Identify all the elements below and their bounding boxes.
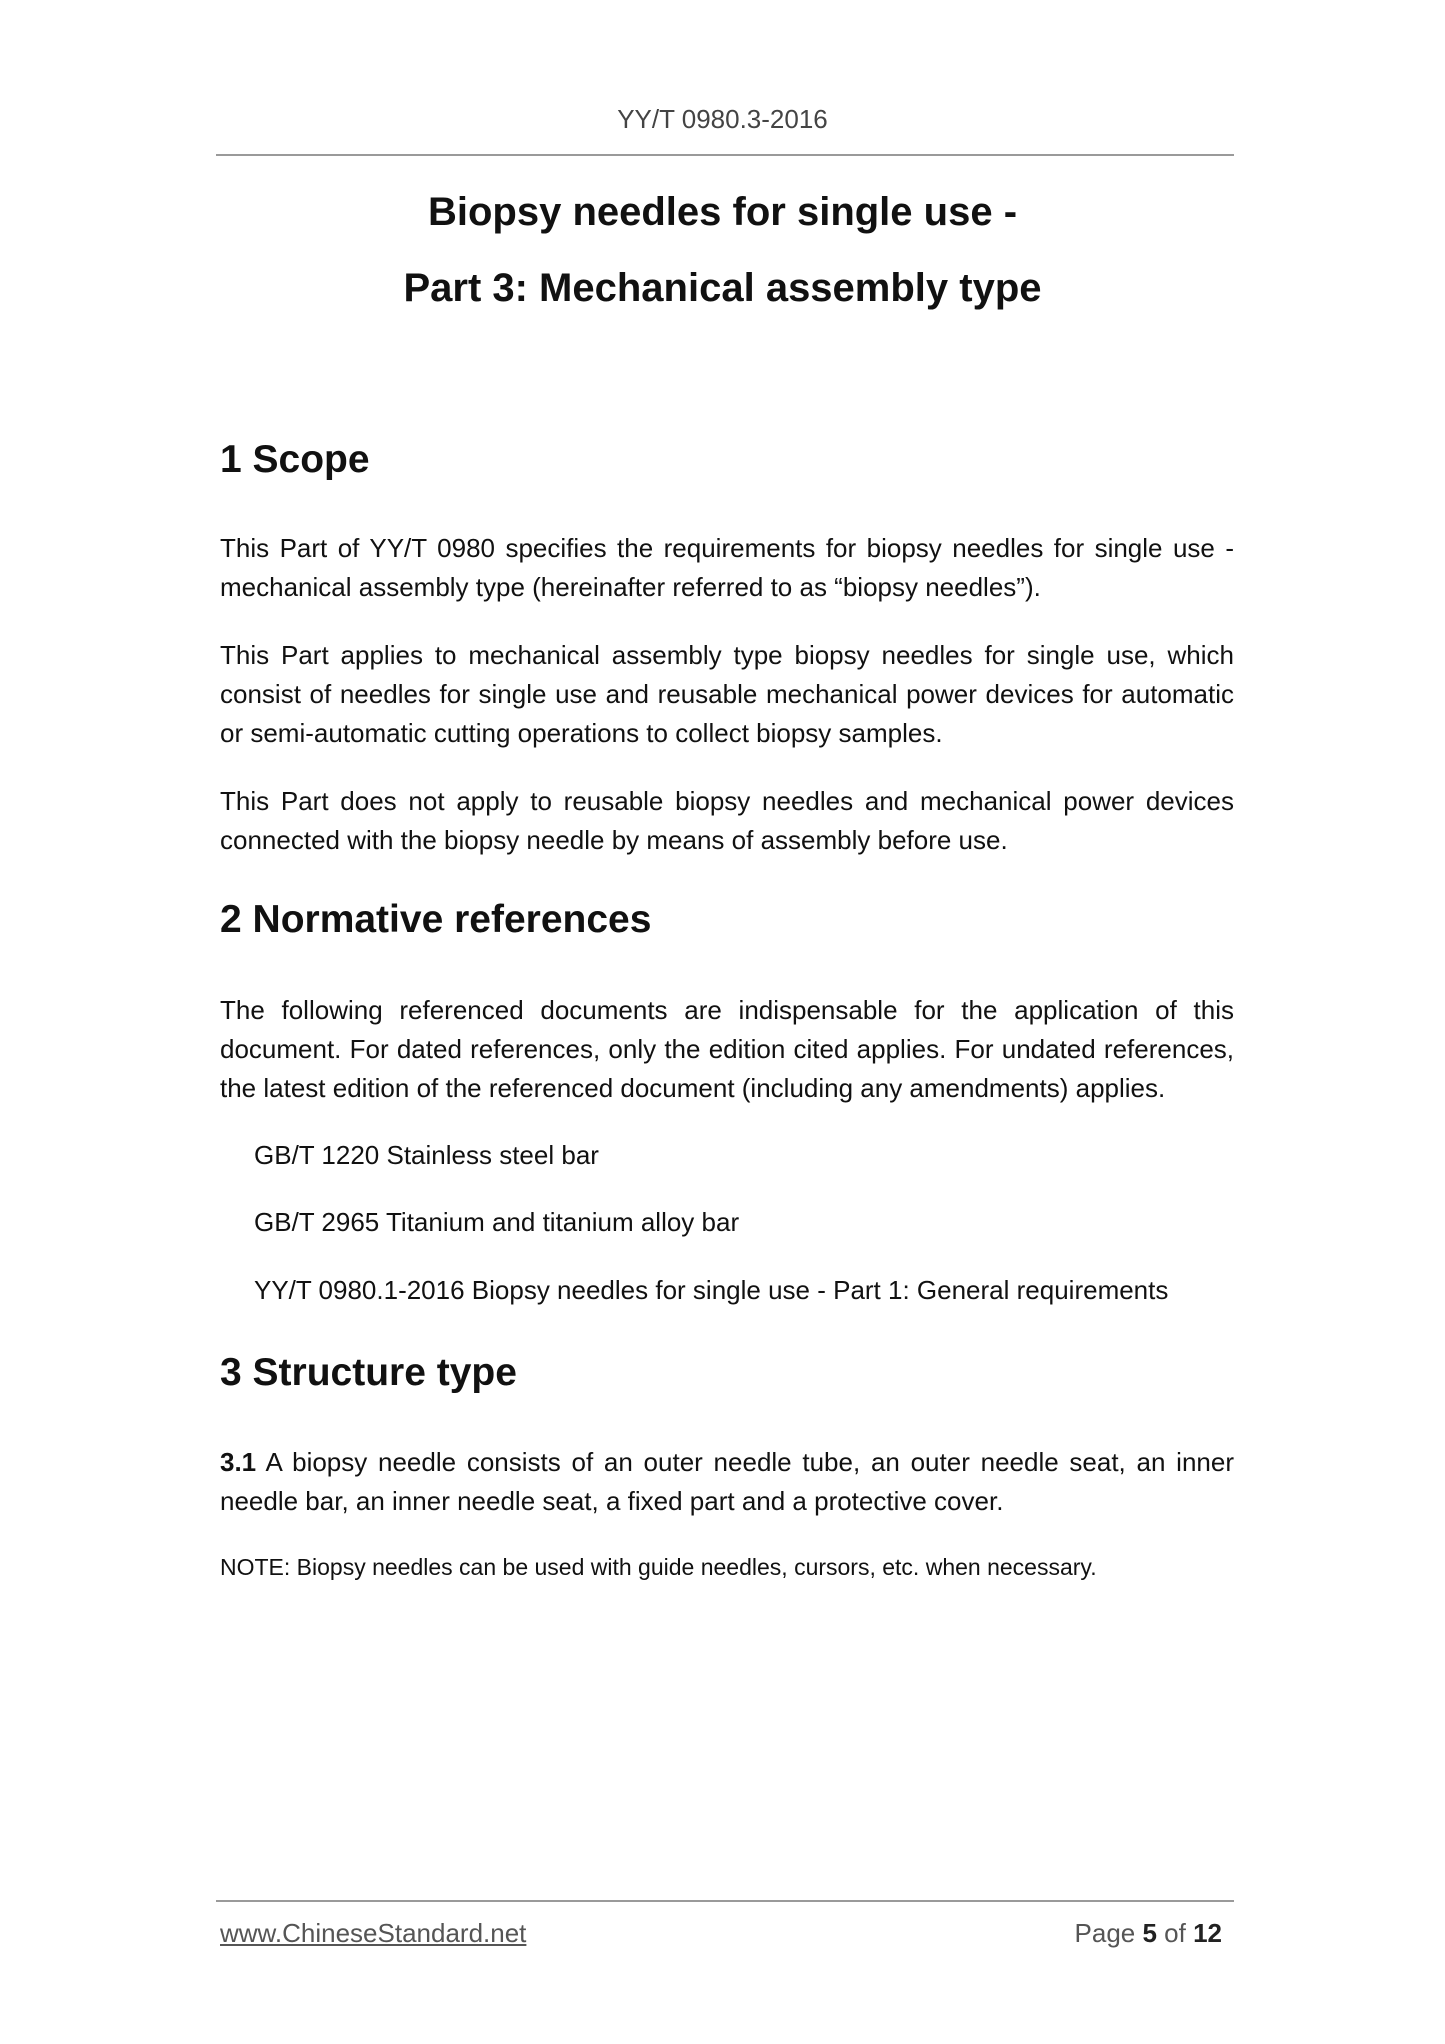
page-label: Page (1074, 1918, 1143, 1948)
scope-paragraph-2: This Part applies to mechanical assembly type biopsy needles for single use, which consist of needles for single use and reusable mechanical power devices for automatic or semi-automatic cutting operations to collect biopsy samples. (220, 640, 1234, 748)
note-text: NOTE: Biopsy needles can be used with guide needles, cursors, etc. when necessary. (220, 1554, 1097, 1580)
clause-3-1 (220, 1443, 1234, 1521)
reference-item: YY/T 0980.1-2016 Biopsy needles for single use - Part 1: General requirements (254, 1275, 1169, 1305)
document-code-header: YY/T 0980.3-2016 (617, 104, 828, 134)
scope-paragraph-3: This Part does not apply to reusable biopsy needles and mechanical power devices connected with the biopsy needle by means of assembly before use. (220, 786, 1234, 855)
page-indicator (1075, 1918, 1222, 1949)
footer-divider (216, 1900, 1234, 1902)
document-title-line-1: Biopsy needles for single use - (427, 190, 1018, 234)
page-current: 5 (1142, 1918, 1157, 1948)
section-heading-structure-type: 3 Structure type (220, 1351, 517, 1394)
document-title-line-2: Part 3: Mechanical assembly type (403, 266, 1042, 310)
page-of: of (1156, 1918, 1194, 1948)
header-divider (216, 154, 1234, 156)
website-link[interactable]: www.ChineseStandard.net (220, 1918, 527, 1948)
scope-paragraph-1: This Part of YY/T 0980 specifies the requirements for biopsy needles for single use - mechanical assembly type (hereinafter referred to as “biopsy needles”). (220, 533, 1234, 602)
normative-paragraph: The following referenced documents are indispensable for the application of this document. For dated references, only the edition cited applies. For undated references, the latest edition of the referenced document (including any amendments) applies. (220, 995, 1234, 1103)
reference-item: GB/T 1220 Stainless steel bar (254, 1140, 599, 1170)
clause-number: 3.1 (220, 1447, 257, 1477)
section-heading-scope: 1 Scope (220, 438, 370, 481)
page-total: 12 (1193, 1918, 1222, 1948)
section-heading-normative-references: 2 Normative references (220, 898, 652, 941)
reference-item: GB/T 2965 Titanium and titanium alloy bar (254, 1207, 740, 1237)
clause-text: A biopsy needle consists of an outer needle tube, an outer needle seat, an inner needle bar, an inner needle seat, a fixed part and a protective cover. (220, 1447, 1234, 1516)
